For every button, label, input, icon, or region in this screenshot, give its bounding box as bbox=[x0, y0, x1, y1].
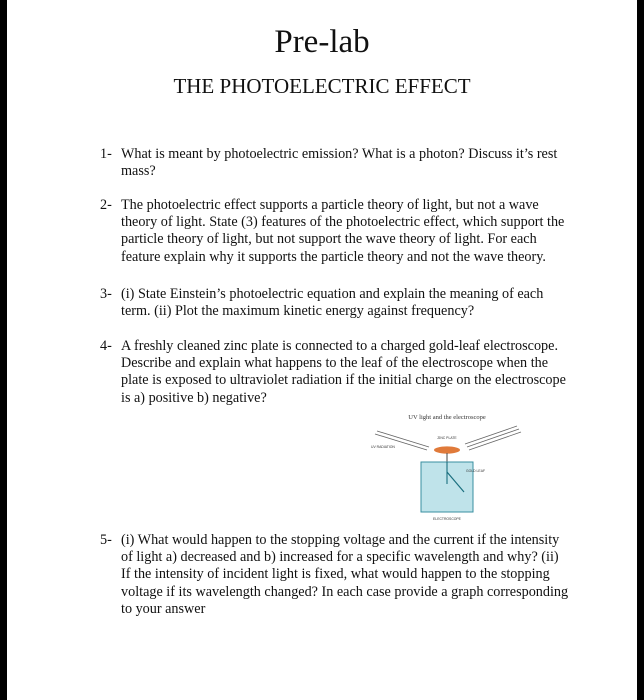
question-text: (i) What would happen to the stopping voltage and the current if the intensity of light a) decreased and b) increased for a specific wavelength and why? (ii) If the intensity of incident light is fixed, what would happen to the stopping voltage if its wavelength changed? In each case provide a graph corresponding to your answer bbox=[121, 532, 569, 617]
question-4 bbox=[100, 338, 570, 407]
gold-leaf-label: GOLD LEAF bbox=[466, 469, 486, 473]
question-1 bbox=[100, 146, 570, 180]
uv-ray-right-3 bbox=[465, 426, 517, 444]
question-number: 5- bbox=[100, 532, 112, 548]
question-text: (i) State Einstein’s photoelectric equation and explain the meaning of each term. (ii) Plot the maximum kinetic energy against frequency? bbox=[121, 286, 544, 320]
electroscope-diagram bbox=[367, 414, 527, 526]
uv-ray-right-1 bbox=[467, 429, 519, 447]
question-3 bbox=[100, 286, 570, 320]
figure-caption: UV light and the electroscope bbox=[408, 414, 486, 421]
uv-radiation-label: UV RADIATION bbox=[371, 445, 395, 449]
electroscope-figure bbox=[367, 414, 527, 526]
page-title: Pre-lab bbox=[274, 24, 370, 60]
question-5 bbox=[100, 532, 570, 618]
question-text: A freshly cleaned zinc plate is connected to a charged gold-leaf electroscope. Describe and explain what happens to the leaf of the electroscope when the plate is exposed to ultraviolet radiation if the initial charge on the electroscope is a) positive b) negative? bbox=[121, 338, 566, 406]
electroscope-label: ELECTROSCOPE bbox=[433, 517, 461, 521]
question-number: 4- bbox=[100, 338, 112, 354]
zinc-plate-label: ZINC PLATE bbox=[437, 436, 457, 440]
question-2 bbox=[100, 197, 570, 266]
left-border bbox=[0, 0, 7, 700]
question-number: 1- bbox=[100, 146, 112, 162]
question-number: 2- bbox=[100, 197, 112, 213]
uv-ray-right-2 bbox=[469, 432, 521, 450]
question-number: 3- bbox=[100, 286, 112, 302]
zinc-plate bbox=[434, 446, 460, 453]
question-text: The photoelectric effect supports a particle theory of light, but not a wave theory of light. State (3) features of the photoelectric effect, which support the particle theory of light, but not support the wave theory of light. For each feature explain why it supports the particle theory and not the wave theory. bbox=[121, 197, 565, 265]
document-page bbox=[7, 0, 637, 700]
page-subtitle: THE PHOTOELECTRIC EFFECT bbox=[173, 74, 471, 98]
right-border bbox=[637, 0, 644, 700]
question-text: What is meant by photoelectric emission? What is a photon? Discuss it’s rest mass? bbox=[121, 146, 558, 180]
